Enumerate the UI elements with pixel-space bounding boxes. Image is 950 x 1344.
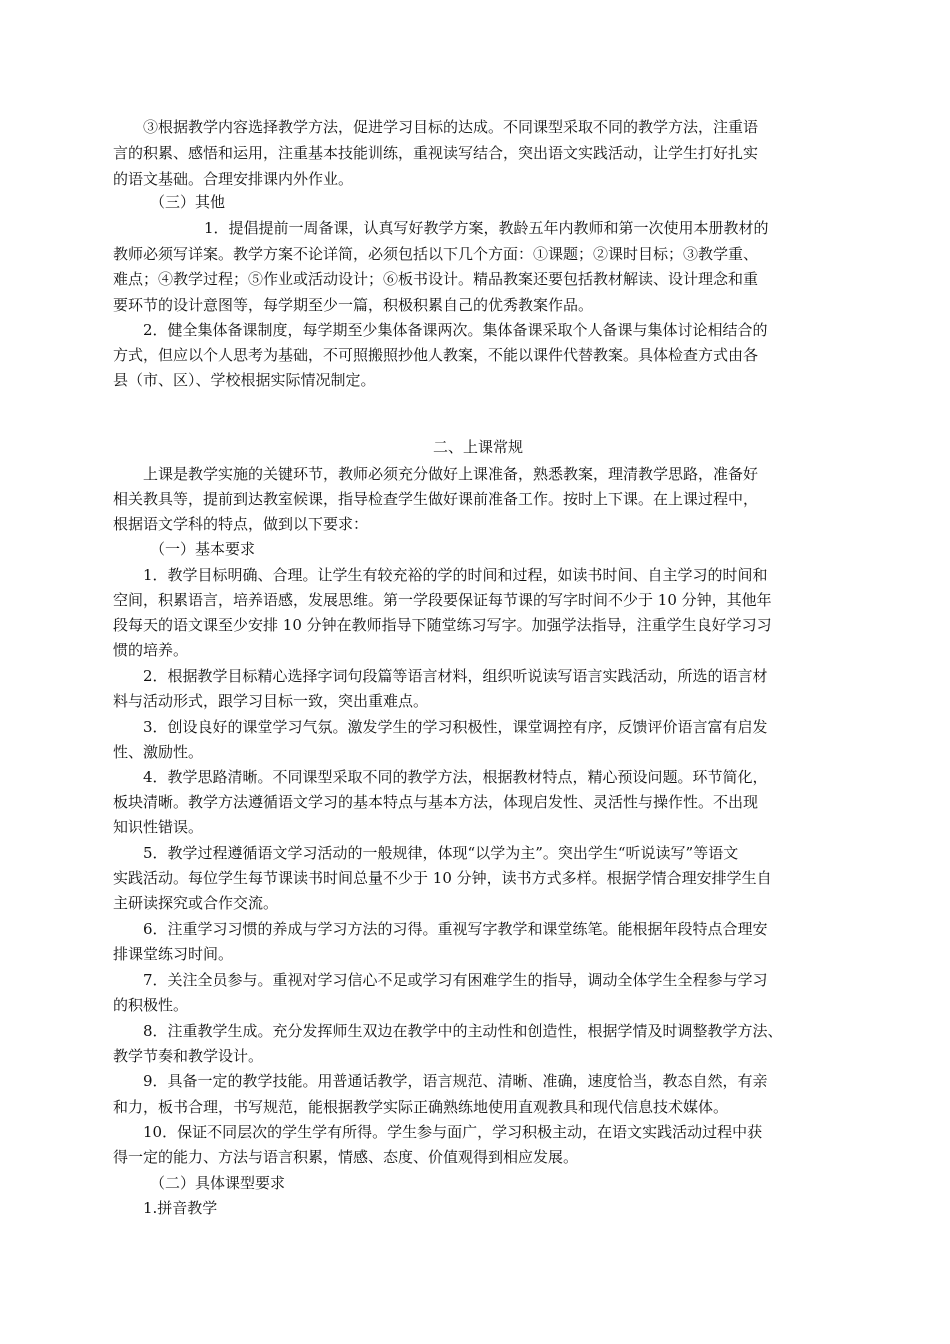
- body_lines-line: 实践活动。每位学生每节课读书时间总量不少于 10 分钟，读书方式多样。根据学情合理安排学生自: [113, 869, 772, 887]
- lines-line: 言的积累、感悟和运用，注重基本技能训练，重视读写结合，突出语文实践活动，让学生打好扎实: [113, 144, 759, 162]
- body_lines-line: 上课是教学实施的关键环节，教师必须充分做好上课准备，熟悉教案，理清教学思路，准备好: [143, 465, 759, 483]
- body_lines-line: 性、激励性。: [113, 743, 204, 761]
- body_lines-line: 7．关注全员参与。重视对学习信心不足或学习有困难学生的指导，调动全体学生全程参与学习: [143, 971, 768, 989]
- body_lines-line: 3．创设良好的课堂学习气氛。激发学生的学习积极性，课堂调控有序，反馈评价语言富有启发: [143, 718, 768, 736]
- body_lines-line: 1．教学目标明确、合理。让学生有较充裕的学的时间和过程，如读书时间、自主学习的时间和: [143, 566, 768, 584]
- document-body: [113, 0, 843, 1344]
- lines-line: （三）其他: [150, 193, 226, 211]
- body_lines-line: 相关教具等，提前到达教室候课，指导检查学生做好课前准备工作。按时上下课。在上课过程中，: [113, 490, 759, 508]
- body_lines-line: 和力，板书合理，书写规范，能根据教学实际正确熟练地使用直观教具和现代信息技术媒体。: [113, 1098, 729, 1116]
- body_lines-line: 得一定的能力、方法与语言积累，情感、态度、价值观得到相应发展。: [113, 1148, 579, 1166]
- body_lines-line: 4．教学思路清晰。不同课型采取不同的教学方法，根据教材特点，精心预设问题。环节简化，: [143, 768, 768, 786]
- lines-line: 方式，但应以个人思考为基础，不可照搬照抄他人教案，不能以课件代替教案。具体检查方式由各: [113, 346, 759, 364]
- body_lines-line: 2．根据教学目标精心选择字词句段篇等语言材料，组织听说读写语言实践活动，所选的语言材: [143, 667, 768, 685]
- lines-line: 教师必须写详案。教学方案不论详简，必须包括以下几个方面：①课题；②课时目标；③教学重、: [113, 245, 759, 263]
- lines-line: 2．健全集体备课制度，每学期至少集体备课两次。集体备课采取个人备课与集体讨论相结合的: [143, 321, 768, 339]
- body_lines-line: 根据语文学科的特点，做到以下要求：: [113, 515, 369, 533]
- lines-line: 难点；④教学过程；⑤作业或活动设计；⑥板书设计。精品教案还要包括教材解读、设计理念和重: [113, 270, 759, 288]
- body_lines-line: 主研读探究或合作交流。: [113, 894, 279, 912]
- body_lines-line: 教学节奏和教学设计。: [113, 1047, 264, 1065]
- body_lines-line: 知识性错误。: [113, 818, 204, 836]
- body_lines-line: 段每天的语文课至少安排 10 分钟在教师指导下随堂练习写字。加强学法指导，注重学生良好学习习: [113, 616, 772, 634]
- body_lines-line: 10．保证不同层次的学生学有所得。学生参与面广，学习积极主动，在语文实践活动过程中获: [143, 1123, 763, 1141]
- body_lines-line: 料与活动形式，跟学习目标一致，突出重难点。: [113, 692, 429, 710]
- lines-line: 县（市、区）、学校根据实际情况制定。: [113, 371, 376, 389]
- body_lines-line: 5．教学过程遵循语文学习活动的一般规律，体现“以学为主”。突出学生“听说读写”等语文: [143, 844, 739, 862]
- body_lines-line: 9．具备一定的教学技能。用普通话教学，语言规范、清晰、准确，速度恰当，教态自然，有亲: [143, 1072, 768, 1090]
- body_lines-line: 板块清晰。教学方法遵循语文学习的基本特点与基本方法，体现启发性、灵活性与操作性。不出现: [113, 793, 759, 811]
- lines-line: 要环节的设计意图等，每学期至少一篇，积极积累自己的优秀教案作品。: [113, 296, 594, 314]
- body_lines-line: 6．注重学习习惯的养成与学习方法的习得。重视写字教学和课堂练笔。能根据年段特点合理安: [143, 920, 768, 938]
- body_lines-line: 的积极性。: [113, 996, 189, 1014]
- body_lines-line: 排课堂练习时间。: [113, 945, 234, 963]
- lines-line: 的语文基础。合理安排课内外作业。: [113, 170, 354, 188]
- body_lines-line: （一）基本要求: [150, 540, 256, 558]
- lines-line: ③根据教学内容选择教学方法，促进学习目标的达成。不同课型采取不同的教学方法，注重语: [143, 118, 759, 136]
- body_lines-line: （二）具体课型要求: [150, 1174, 286, 1192]
- lines-line: 1．提倡提前一周备课，认真写好教学方案，教龄五年内教师和第一次使用本册教材的: [204, 219, 769, 237]
- body_lines-line: 空间，积累语言，培养语感，发展思维。第一学段要保证每节课的写字时间不少于 10 分钟，其他年: [113, 591, 772, 609]
- section-title: 二、上课常规: [432, 438, 523, 456]
- body_lines-line: 惯的培养。: [113, 641, 189, 659]
- body_lines-line: 8．注重教学生成。充分发挥师生双边在教学中的主动性和创造性，根据学情及时调整教学方法、: [143, 1022, 783, 1040]
- body_lines-line: 1.拼音教学: [143, 1199, 218, 1217]
